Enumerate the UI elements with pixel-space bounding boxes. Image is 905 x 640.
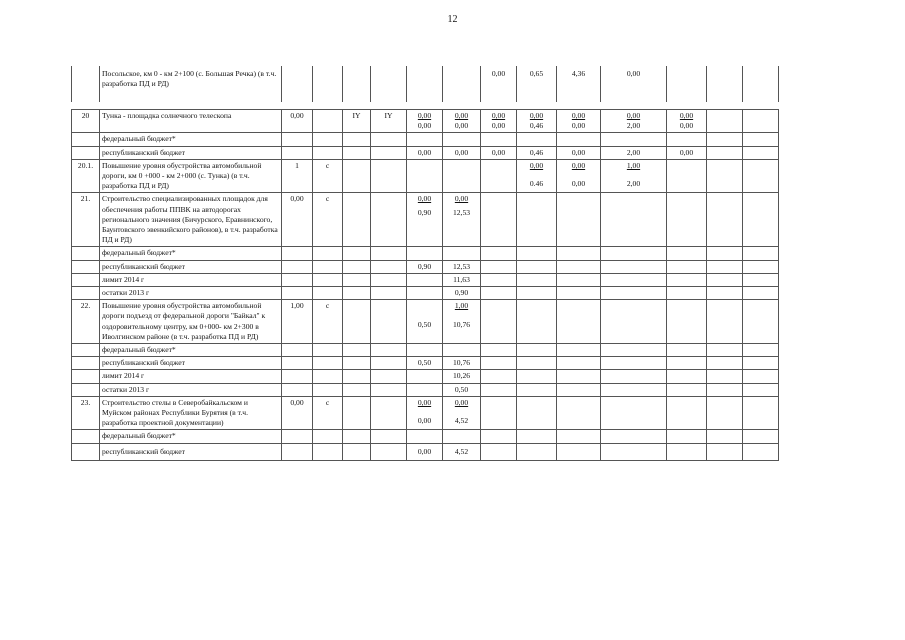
table-row [72, 383, 779, 396]
page-number: 12 [447, 14, 458, 25]
value-cell: 0,00 0.46 [517, 159, 557, 193]
table-row [72, 430, 779, 443]
budget-label: федеральный бюджет* [100, 247, 282, 260]
value-cell: 0,00 [557, 146, 601, 159]
value-cell: 0,00 2,00 [601, 110, 667, 133]
value-cell: 0,00 0,00 [481, 110, 517, 133]
value-cell: 0,50 [407, 300, 443, 344]
table-row [72, 159, 779, 193]
value-cell: 11,63 [443, 273, 481, 286]
budget-label: лимит 2014 г [100, 370, 282, 383]
value-cell: 4,36 [557, 66, 601, 102]
value-cell: 1,00 10,76 [443, 300, 481, 344]
table-row [72, 357, 779, 370]
value-cell: 0,00 0,00 [407, 396, 443, 430]
object-name: Повышение уровня обустройства автомобильной дороги подъезд от федеральной дороги "Байкал" к оздоровительному центру, км 0+000- км 2+300 в Иволгинском районе (в т.ч. разработка ПД и РД) [100, 300, 282, 344]
budget-label: остатки 2013 г [100, 287, 282, 300]
capacity-cell: 1,00 [282, 300, 313, 344]
row-number: 20 [72, 110, 100, 133]
budget-label: остатки 2013 г [100, 383, 282, 396]
table-row [72, 260, 779, 273]
value-cell: 0,00 [481, 66, 517, 102]
value-cell: 4,52 [443, 443, 481, 460]
table-row [72, 396, 779, 430]
row-number: 21. [72, 193, 100, 247]
value-cell: 0,00 0,90 [407, 193, 443, 247]
type-cell: с [313, 193, 343, 247]
value-cell: 0,00 4,52 [443, 396, 481, 430]
table-row [72, 133, 779, 146]
value-cell: 0,90 [407, 260, 443, 273]
value-cell: 0,00 [667, 146, 707, 159]
table-row [72, 247, 779, 260]
table-row [72, 370, 779, 383]
value-cell: 0,00 0,46 [517, 110, 557, 133]
capacity-cell: 1 [282, 159, 313, 193]
value-cell: 0,00 12,53 [443, 193, 481, 247]
budget-label: республиканский бюджет [100, 443, 282, 460]
object-name: Тунка - площадка солнечного телескопа [100, 110, 282, 133]
table-row [72, 273, 779, 286]
capacity-cell: 0,00 [282, 193, 313, 247]
value-cell: 0,00 [407, 146, 443, 159]
value-cell: 12,53 [443, 260, 481, 273]
value-cell: 0,90 [443, 287, 481, 300]
value-cell: 0,00 0,00 [557, 159, 601, 193]
object-name: Строительство стелы в Северобайкальском и Муйском районах Республики Бурятия (в т.ч. разработка проектной документации) [100, 396, 282, 430]
object-name: Строительство специализированных площадок для обеспечения работы ППВК на автодорогах регионального значения (Бичурского, Еравнинского, Баунтовского эвенкийского районов), в т.ч. разработка ПД и РД) [100, 193, 282, 247]
table-row [72, 287, 779, 300]
value-cell: 0,00 [481, 146, 517, 159]
type-cell: с [313, 300, 343, 344]
investment-table [71, 66, 779, 461]
capacity-cell: 0,00 [282, 110, 313, 133]
end-quarter: IY [371, 110, 407, 133]
value-cell: 0,00 [443, 146, 481, 159]
row-number: 22. [72, 300, 100, 344]
value-cell: 0,65 [517, 66, 557, 102]
value-cell: 1,00 2,00 [601, 159, 667, 193]
object-name: Повышение уровня обустройства автомобильной дороги, км 0 +000 - км 2+000 (с. Тунка) (в т.ч. разработка ПД и РД) [100, 159, 282, 193]
object-name: Посольское, км 0 - км 2+100 (с. Большая Речка) (в т.ч. разработка ПД и РД) [100, 66, 282, 102]
budget-label: республиканский бюджет [100, 146, 282, 159]
row-number: 20.1. [72, 159, 100, 193]
start-quarter: IY [343, 110, 371, 133]
table-row [72, 300, 779, 344]
value-cell: 2,00 [601, 146, 667, 159]
value-cell: 0,46 [517, 146, 557, 159]
budget-label: федеральный бюджет* [100, 133, 282, 146]
value-cell: 0,00 0,00 [557, 110, 601, 133]
type-cell: с [313, 159, 343, 193]
budget-label: республиканский бюджет [100, 260, 282, 273]
table-row [72, 344, 779, 357]
capacity-cell: 0,00 [282, 396, 313, 430]
budget-label: федеральный бюджет* [100, 430, 282, 443]
value-cell: 0,00 [407, 443, 443, 460]
budget-label: лимит 2014 г [100, 273, 282, 286]
value-cell: 0,50 [443, 383, 481, 396]
value-cell: 0,00 [601, 66, 667, 102]
row-number: 23. [72, 396, 100, 430]
table-row [72, 146, 779, 159]
value-cell: 0,00 0,00 [667, 110, 707, 133]
budget-label: федеральный бюджет* [100, 344, 282, 357]
table-row [72, 193, 779, 247]
value-cell: 10,26 [443, 370, 481, 383]
value-cell: 0,00 0,00 [407, 110, 443, 133]
type-cell: с [313, 396, 343, 430]
value-cell: 10,76 [443, 357, 481, 370]
value-cell: 0,00 0,00 [443, 110, 481, 133]
table-row [72, 110, 779, 133]
table-row [72, 66, 779, 102]
budget-label: республиканский бюджет [100, 357, 282, 370]
table-row [72, 443, 779, 460]
value-cell: 0,50 [407, 357, 443, 370]
